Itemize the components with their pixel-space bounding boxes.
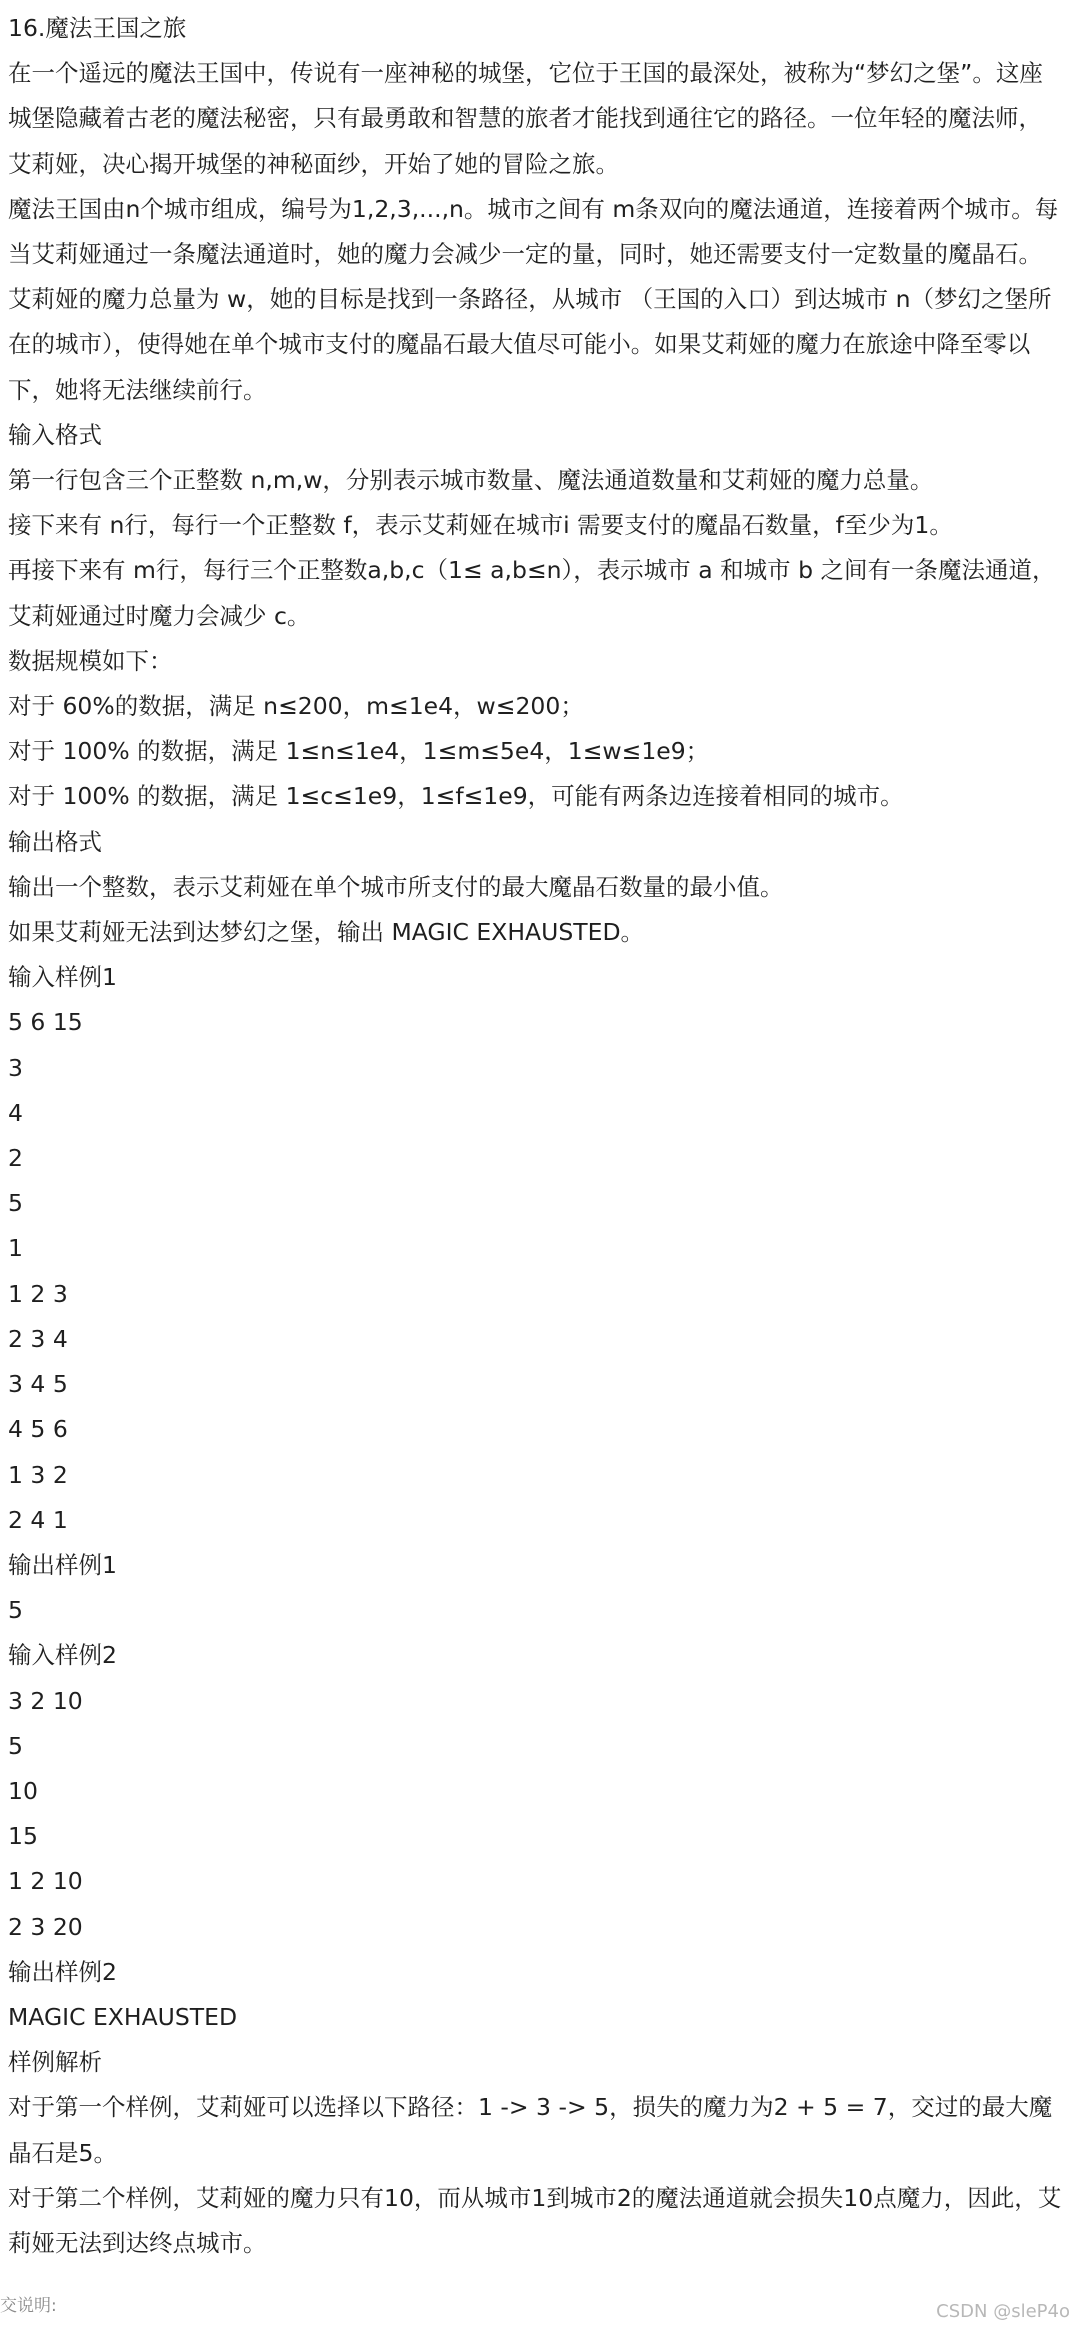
sample-input-line: 1 2 3 <box>8 1279 68 1308</box>
sample-input-line: 5 6 15 <box>8 1008 83 1037</box>
sample-output-2-heading: 输出样例2 <box>8 1957 117 1986</box>
sample-input-line: 3 2 10 <box>8 1686 83 1715</box>
output-format-line: 如果艾莉娅无法到达梦幻之堡，输出 MAGIC EXHAUSTED。 <box>8 918 645 947</box>
input-format-line: 第一行包含三个正整数 n,m,w，分别表示城市数量、魔法通道数量和艾莉娅的魔力总量。 <box>8 466 934 495</box>
scale-line: 对于 60%的数据，满足 n≤200，m≤1e4，w≤200； <box>8 692 584 721</box>
scale-heading: 数据规模如下： <box>8 646 173 675</box>
scale-line: 对于 100% 的数据，满足 1≤c≤1e9，1≤f≤1e9，可能有两条边连接着相同的城市。 <box>8 782 904 811</box>
problem-document <box>8 6 1064 2266</box>
sample-output-line: 5 <box>8 1596 23 1625</box>
scale-line: 对于 100% 的数据，满足 1≤n≤1e4，1≤m≤5e4，1≤w≤1e9； <box>8 737 710 766</box>
sample-output-1-heading: 输出样例1 <box>8 1550 117 1579</box>
input-format-heading: 输入格式 <box>8 420 102 449</box>
page-footer <box>0 2283 1078 2327</box>
sample-input-line: 15 <box>8 1822 38 1851</box>
explanation-paragraph: 对于第一个样例，艾莉娅可以选择以下路径：1 -> 3 -> 5，损失的魔力为2 + 5 = 7，交过的最大魔晶石是5。 <box>8 2093 1053 2167</box>
sample-input-line: 4 <box>8 1098 23 1127</box>
sample-input-line: 4 5 6 <box>8 1415 68 1444</box>
sample-input-line: 2 3 20 <box>8 1912 83 1941</box>
input-format-line: 接下来有 n行，每行一个正整数 f，表示艾莉娅在城市i 需要支付的魔晶石数量，f至少为1。 <box>8 511 953 540</box>
sample-input-line: 1 3 2 <box>8 1460 68 1489</box>
explanation-heading: 样例解析 <box>8 2048 102 2077</box>
intro-paragraph: 在一个遥远的魔法王国中，传说有一座神秘的城堡，它位于王国的最深处，被称为“梦幻之堡”。这座城堡隐藏着古老的魔法秘密，只有最勇敢和智慧的旅者才能找到通往它的路径。一位年轻的魔法师，艾莉娅，决心揭开城堡的神秘面纱，开始了她的冒险之旅。 <box>8 59 1043 178</box>
sample-input-2-heading: 输入样例2 <box>8 1641 117 1670</box>
output-format-line: 输出一个整数，表示艾莉娅在单个城市所支付的最大魔晶石数量的最小值。 <box>8 872 784 901</box>
input-format-line: 再接下来有 m行，每行三个正整数a,b,c（1≤ a,b≤n），表示城市 a 和城市 b 之间有一条魔法通道，艾莉娅通过时魔力会减少 c。 <box>8 556 1056 630</box>
sample-input-line: 10 <box>8 1776 38 1805</box>
sample-input-line: 1 2 10 <box>8 1867 83 1896</box>
sample-output-line: MAGIC EXHAUSTED <box>8 2002 238 2031</box>
sample-input-line: 2 3 4 <box>8 1324 68 1353</box>
problem-title: 16.魔法王国之旅 <box>8 14 187 42</box>
output-format-heading: 输出格式 <box>8 827 102 856</box>
sample-input-line: 2 4 1 <box>8 1505 68 1534</box>
sample-input-line: 5 <box>8 1731 23 1760</box>
sample-input-line: 3 <box>8 1053 23 1082</box>
sample-input-line: 2 <box>8 1144 23 1173</box>
intro-paragraph: 艾莉娅的魔力总量为 w，她的目标是找到一条路径，从城市 （王国的入口）到达城市 n（梦幻之堡所在的城市），使得她在单个城市支付的魔晶石最大值尽可能小。如果艾莉娅的魔力在旅途中降至零以下，她将无法继续前行。 <box>8 285 1052 404</box>
sample-input-line: 1 <box>8 1234 23 1263</box>
sample-input-line: 3 4 5 <box>8 1370 68 1399</box>
sample-input-1-heading: 输入样例1 <box>8 963 117 992</box>
intro-paragraph: 魔法王国由n个城市组成，编号为1,2,3,...,n。城市之间有 m条双向的魔法通道，连接着两个城市。每当艾莉娅通过一条魔法通道时，她的魔力会减少一定的量，同时，她还需要支付一定数量的魔晶石。 <box>8 194 1059 269</box>
footer-note: 交说明: <box>0 2296 57 2316</box>
sample-input-line: 5 <box>8 1189 23 1218</box>
csdn-watermark: CSDN @sleP4o <box>936 2301 1070 2322</box>
explanation-paragraph: 对于第二个样例，艾莉娅的魔力只有10，而从城市1到城市2的魔法通道就会损失10点魔力，因此，艾莉娅无法到达终点城市。 <box>8 2183 1062 2257</box>
